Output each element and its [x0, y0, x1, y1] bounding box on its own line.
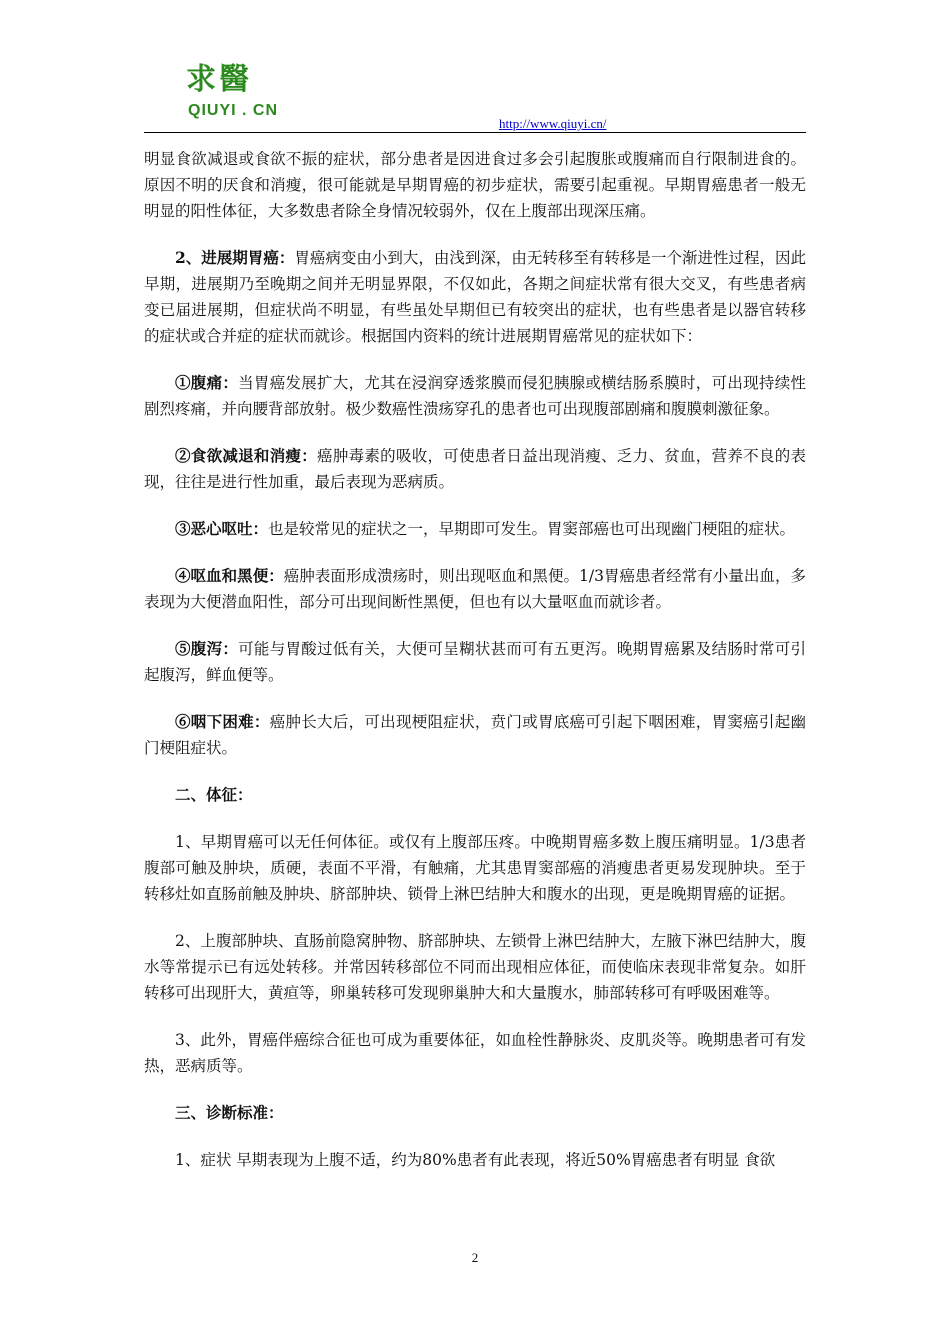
advanced-stage-heading: 2、进展期胃癌： — [175, 248, 295, 267]
symptom-label: ⑥咽下困难： — [175, 712, 270, 731]
section-heading-text: 三、诊断标准： — [175, 1103, 284, 1122]
section-heading-diagnosis — [144, 1100, 806, 1126]
page-number: 2 — [471, 1250, 479, 1265]
paragraph-signs-1: 1、早期胃癌可以无任何体征。或仅有上腹部压疼。中晚期胃癌多数上腹压痛明显。1/3患者腹部可触及肿块，质硬，表面不平滑，有触痛，尤其患胃窦部癌的消瘦患者更易发现肿块。至于转移灶如直肠前触及肿块、脐部肿块、锁骨上淋巴结肿大和腹水的出现，更是晚期胃癌的证据。 — [144, 833, 806, 903]
symptom-diarrhea — [144, 636, 806, 688]
symptom-text: 当胃癌发展扩大，尤其在浸润穿透浆膜而侵犯胰腺或横结肠系膜时，可出现持续性剧烈疼痛，并向腰背部放射。极少数癌性溃疡穿孔的患者也可出现腹部剧痛和腹膜刺激征象。 — [144, 374, 806, 418]
symptom-dysphagia — [144, 709, 806, 761]
paragraph-advanced-stage — [144, 245, 806, 349]
paragraph-signs-3: 3、此外，胃癌伴癌综合征也可成为重要体征，如血栓性静脉炎、皮肌炎等。晚期患者可有发热，恶病质等。 — [144, 1031, 806, 1075]
logo-english-text: QIUYI . CN — [188, 102, 279, 119]
paragraph-diagnosis-1: 1、症状 早期表现为上腹不适，约为80%患者有此表现，将近50%胃癌患者有明显 食欲 — [175, 1151, 776, 1169]
symptom-text: 可能与胃酸过低有关，大便可呈糊状甚而可有五更泻。晚期胃癌累及结肠时常可引起腹泻，鲜血便等。 — [144, 640, 806, 684]
symptom-appetite-weight-loss — [144, 443, 806, 495]
symptom-label: ⑤腹泻： — [175, 639, 239, 658]
advanced-stage-text: 胃癌病变由小到大，由浅到深，由无转移至有转移是一个渐进性过程，因此早期，进展期乃至晚期之间并无明显界限，不仅如此，各期之间症状常有很大交叉，有些患者病变已届进展期，但症状尚不明显，有些虽处早期但已有较突出的症状，也有些患者是以器官转移的症状或合并症的症状而就诊。根据国内资料的统计进展期胃癌常见的症状如下： — [144, 249, 806, 345]
symptom-text: 癌肿表面形成溃疡时，则出现呕血和黑便。1/3胃癌患者经常有小量出血，多表现为大便潜血阳性，部分可出现间断性黑便，但也有以大量呕血而就诊者。 — [144, 567, 806, 611]
symptom-hematemesis-melena — [144, 563, 806, 615]
paragraph-signs-2: 2、上腹部肿块、直肠前隐窝肿物、脐部肿块、左锁骨上淋巴结肿大，左腋下淋巴结肿大，腹水等常提示已有远处转移。并常因转移部位不同而出现相应体征，而使临床表现非常复杂。如肝转移可出现肝大，黄疸等，卵巢转移可发现卵巢肿大和大量腹水，肺部转移可有呼吸困难等。 — [144, 932, 806, 1002]
section-heading-signs — [144, 782, 806, 808]
paragraph-early-stage-continued: 明显食欲减退或食欲不振的症状，部分患者是因进食过多会引起腹胀或腹痛而自行限制进食的。原因不明的厌食和消瘦，很可能就是早期胃癌的初步症状，需要引起重视。早期胃癌患者一般无明显的阳性体征，大多数患者除全身情况较弱外，仅在上腹部出现深压痛。 — [144, 150, 806, 220]
logo-chinese-text: 求醫 — [186, 62, 252, 97]
section-heading-text: 二、体征： — [175, 785, 253, 804]
header-url-link[interactable]: http://www.qiuyi.cn/ — [499, 116, 607, 131]
qiuyi-logo[interactable] — [186, 60, 306, 135]
document-body — [144, 146, 806, 1194]
symptom-nausea-vomiting — [144, 516, 806, 542]
symptom-label: ③恶心呕吐： — [175, 519, 269, 538]
symptom-label: ④呕血和黑便： — [175, 566, 284, 585]
symptom-text: 癌肿毒素的吸收，可使患者日益出现消瘦、乏力、贫血，营养不良的表现，往往是进行性加重，最后表现为恶病质。 — [144, 447, 806, 491]
symptom-label: ②食欲减退和消瘦： — [175, 446, 318, 465]
symptom-text: 也是较常见的症状之一，早期即可发生。胃窦部癌也可出现幽门梗阻的症状。 — [268, 520, 796, 538]
symptom-text: 癌肿长大后，可出现梗阻症状，贲门或胃底癌可引起下咽困难，胃窦癌引起幽门梗阻症状。 — [144, 713, 806, 757]
symptom-abdominal-pain — [144, 370, 806, 422]
header-divider — [144, 132, 806, 133]
symptom-label: ①腹痛： — [175, 373, 239, 392]
